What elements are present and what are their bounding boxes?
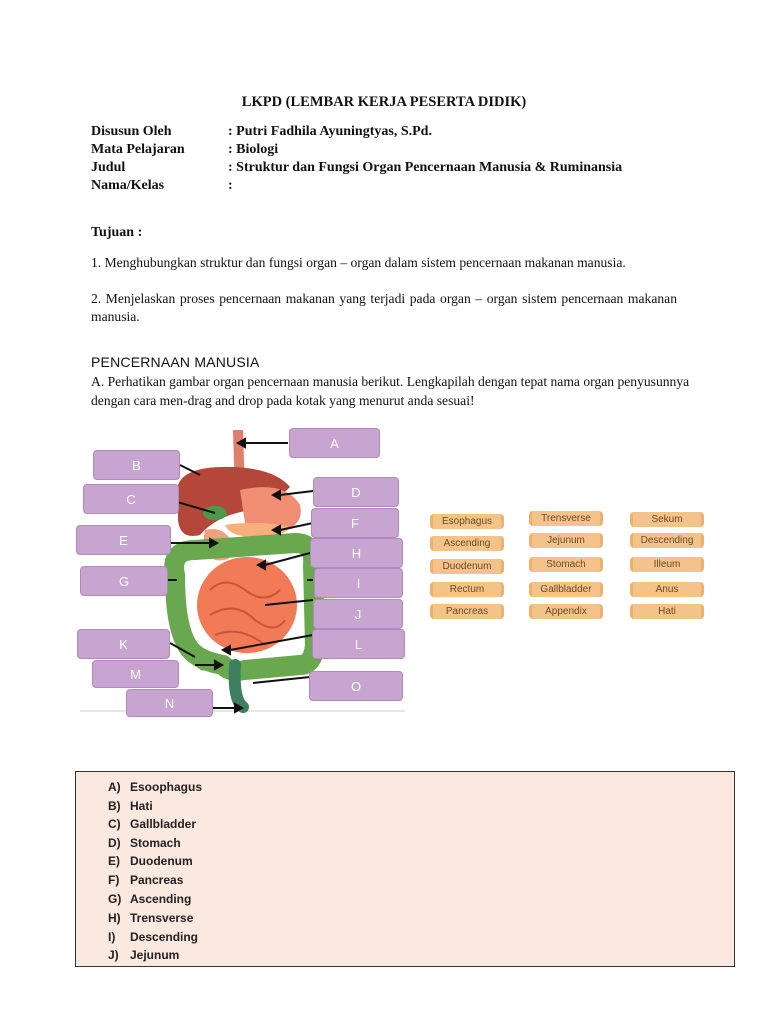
drop-zone-a[interactable]: A	[289, 428, 380, 458]
answer-key: J)	[108, 948, 119, 962]
answer-value: Gallbladder	[130, 817, 197, 831]
answer-key: A)	[108, 780, 121, 794]
drag-chip[interactable]: Esophagus	[430, 514, 504, 529]
drag-chip[interactable]: Sekum	[630, 512, 704, 527]
meta-label: Nama/Kelas	[91, 178, 165, 193]
drop-zone-e[interactable]: E	[76, 525, 171, 555]
drop-zone-l[interactable]: L	[312, 629, 405, 659]
drag-chip[interactable]: Anus	[630, 582, 704, 597]
meta-value: : Putri Fadhila Ayuningtyas, S.Pd.	[228, 124, 432, 139]
answer-key: B)	[108, 799, 121, 813]
objectives-heading: Tujuan :	[91, 225, 143, 240]
drag-chip[interactable]: Rectum	[430, 582, 504, 597]
answer-value: Stomach	[130, 836, 181, 850]
answer-value: Pancreas	[130, 873, 184, 887]
answer-value: Jejunum	[130, 948, 180, 962]
drop-zone-g[interactable]: G	[80, 566, 168, 596]
drag-chip[interactable]: Duodenum	[430, 559, 504, 574]
drop-zone-n[interactable]: N	[126, 689, 213, 717]
meta-label: Disusun Oleh	[91, 124, 172, 139]
drag-chip[interactable]: Appendix	[529, 604, 603, 619]
answer-list-box	[75, 771, 735, 967]
drag-chip[interactable]: Jejunum	[529, 533, 603, 548]
drag-chip[interactable]: Stomach	[529, 557, 603, 572]
drag-chip[interactable]: Descending	[630, 533, 704, 548]
drag-chip[interactable]: Ascending	[430, 536, 504, 551]
drop-zone-f[interactable]: F	[311, 508, 399, 538]
answer-key: I)	[108, 930, 116, 944]
answer-value: Trensverse	[130, 911, 194, 925]
answer-key: C)	[108, 817, 121, 831]
meta-label: Judul	[91, 160, 126, 175]
answer-value: Descending	[130, 930, 199, 944]
drop-zone-m[interactable]: M	[92, 660, 179, 688]
drop-zone-j[interactable]: J	[313, 599, 403, 629]
drag-chip[interactable]: Trensverse	[529, 511, 603, 526]
objective-item: 2. Menjelaskan proses pencernaan makanan yang terjadi pada organ – organ sistem pencernaan makanan manusia.	[91, 291, 677, 324]
drop-zone-d[interactable]: D	[313, 477, 399, 507]
answer-value: Hati	[130, 799, 153, 813]
meta-value: : Biologi	[228, 142, 279, 157]
answer-key: E)	[108, 854, 120, 868]
answer-value: Ascending	[130, 892, 192, 906]
meta-value: :	[228, 178, 233, 193]
answer-key: G)	[108, 892, 122, 906]
meta-label: Mata Pelajaran	[91, 142, 185, 157]
instruction-text: A. Perhatikan gambar organ pencernaan manusia berikut. Lengkapilah dengan tepat nama organ penyusunnya dengan cara men-drag and drop pada kotak yang menurut anda sesuai!	[91, 374, 690, 408]
drop-zone-k[interactable]: K	[77, 629, 170, 659]
drag-chip[interactable]: Pancreas	[430, 604, 504, 619]
drop-zone-b[interactable]: B	[93, 450, 180, 480]
answer-key: H)	[108, 911, 121, 925]
drag-chip[interactable]: Illeum	[630, 557, 704, 572]
drag-chip[interactable]: Hati	[630, 604, 704, 619]
answer-value: Duodenum	[130, 854, 193, 868]
drop-zone-h[interactable]: H	[310, 538, 403, 568]
answer-key: F)	[108, 873, 120, 887]
drop-zone-c[interactable]: C	[83, 484, 179, 514]
drop-zone-i[interactable]: I	[314, 568, 403, 598]
answer-value: Esoophagus	[130, 780, 203, 794]
section-heading: PENCERNAAN MANUSIA	[91, 354, 260, 370]
worksheet-title: LKPD (LEMBAR KERJA PESERTA DIDIK)	[241, 94, 527, 110]
drag-chip[interactable]: Gallbladder	[529, 582, 603, 597]
drop-zone-o[interactable]: O	[309, 671, 403, 701]
objective-item: 1. Menghubungkan struktur dan fungsi organ – organ dalam sistem pencernaan makanan manusia.	[91, 255, 626, 270]
meta-value: : Struktur dan Fungsi Organ Pencernaan Manusia & Ruminansia	[228, 160, 623, 175]
answer-key: D)	[108, 836, 121, 850]
